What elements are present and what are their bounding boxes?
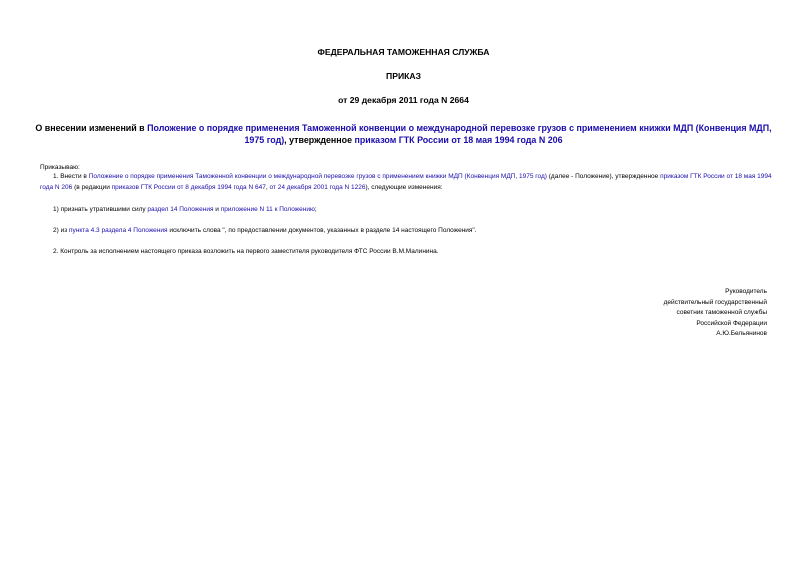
p1-2-text-1: 2) из	[53, 227, 70, 234]
p1-link-order-1226[interactable]: от 24 декабря 2001 года N 1226	[269, 183, 366, 191]
order-word: Приказываю:	[40, 164, 80, 171]
p1-2-text-2: исключить слова ", по предоставлении документов, указанных в разделе 14 настоящего Положения".	[167, 227, 477, 234]
signature-line-4: Российской Федерации	[696, 319, 767, 327]
title-prefix: О внесении изменений в	[35, 123, 148, 133]
p1-link-orders-647[interactable]: приказов ГТК России от 8 декабря 1994 года N 647	[111, 183, 266, 191]
title-link-regulation[interactable]: Положение о порядке применения Таможенной конвенции о международной перевозке грузов с применением книжки МДП (Конвенция МДП, 1975 год)	[147, 123, 772, 145]
paragraph-2: 2. Контроль за исполнением настоящего приказа возложить на первого заместителя руководителя ФТС России В.М.Малинина.	[53, 248, 439, 255]
p1-text-2: (далее - Положение), утвержденное	[546, 173, 661, 180]
p1-link-regulation[interactable]: Положение о порядке применения Таможенной конвенции о международной перевозке грузов с применением книжки МДП (Конвенция МДП, 1975 год)	[88, 173, 547, 180]
p1-text-3: (в редакции	[72, 183, 112, 191]
p1-text-1: 1. Внести в	[53, 173, 89, 180]
document-date: от 29 декабря 2011 года N 2664	[338, 95, 469, 105]
paragraph-1	[40, 172, 775, 193]
paragraph-1-2	[53, 226, 788, 237]
p1-1-text-1: 1) признать утратившими силу	[53, 206, 148, 213]
signature-line-1: Руководитель	[725, 288, 767, 295]
link-appendix-11[interactable]: приложение N 11 к Положению	[220, 206, 315, 213]
signature-line-2: действительный государственный	[663, 298, 767, 306]
paragraph-1-1	[53, 205, 788, 216]
p1-link-order-206[interactable]: приказом ГТК России от 18 мая 1994 года N 206	[40, 173, 772, 191]
p1-1-text-3: ;	[314, 206, 317, 213]
agency-name: ФЕДЕРАЛЬНАЯ ТАМОЖЕННАЯ СЛУЖБА	[317, 47, 490, 57]
p1-text-5: ), следующие изменения:	[365, 183, 443, 191]
signature-line-3: советник таможенной службы	[676, 309, 767, 316]
signature-name: А.Ю.Бельянинов	[716, 330, 767, 337]
document-title	[30, 123, 777, 146]
link-item-4-3[interactable]: пункта 4.3 раздела 4 Положения	[69, 227, 168, 234]
document-type: ПРИКАЗ	[386, 71, 421, 81]
p1-1-text-2: и	[213, 206, 221, 213]
link-section-14[interactable]: раздел 14 Положения	[147, 206, 214, 213]
p1-text-4: ,	[265, 183, 270, 191]
title-link-order[interactable]: приказом ГТК России от 18 мая 1994 года N 206	[354, 134, 563, 145]
title-middle: , утвержденное	[284, 134, 355, 145]
